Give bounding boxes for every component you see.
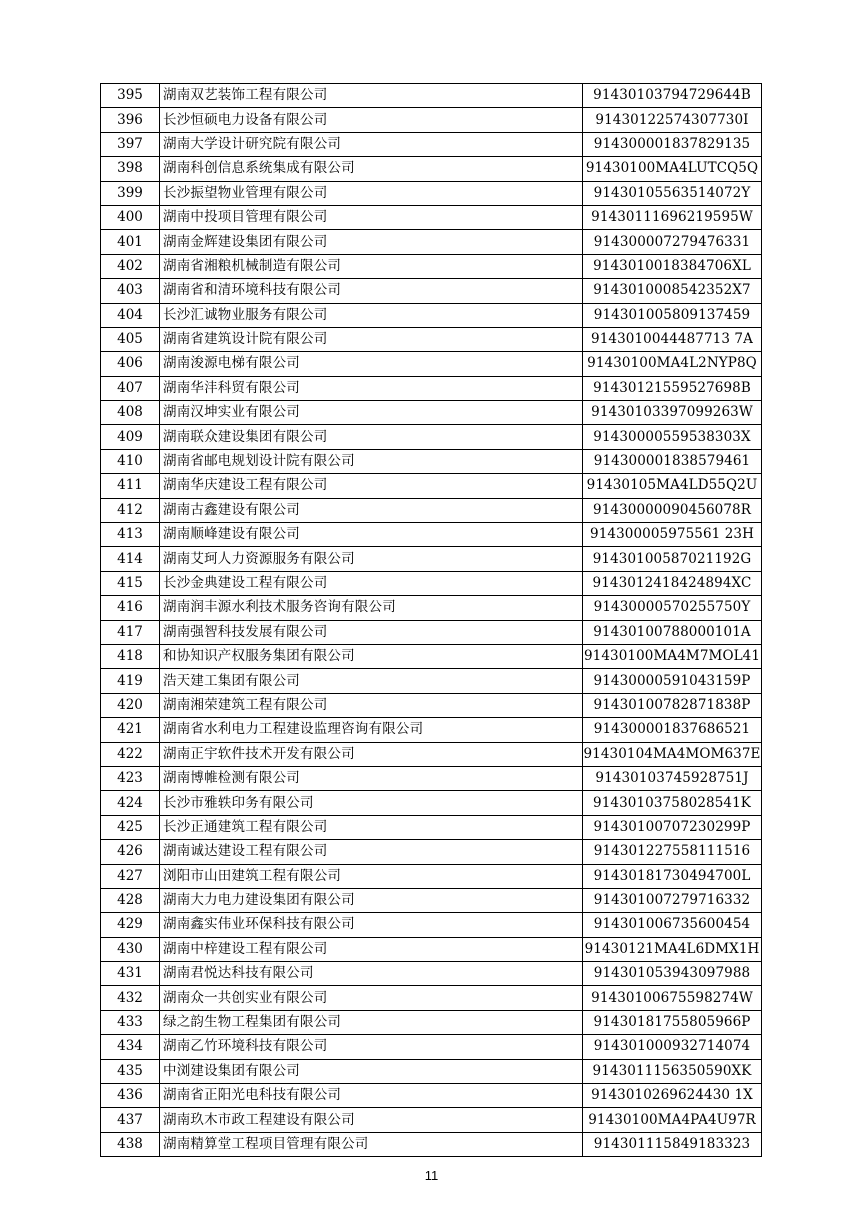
row-number: 418 bbox=[101, 644, 160, 668]
company-name: 湖南省邮电规划设计院有限公司 bbox=[160, 449, 583, 473]
credit-code: 9143010044487713 7A bbox=[583, 327, 762, 351]
company-name: 中浏建设集团有限公司 bbox=[160, 1059, 583, 1083]
company-name: 湖南玖木市政工程建设有限公司 bbox=[160, 1108, 583, 1132]
table-row bbox=[101, 766, 762, 790]
table-row bbox=[101, 1035, 762, 1059]
table-row bbox=[101, 669, 762, 693]
company-name: 湖南湘荣建筑工程有限公司 bbox=[160, 693, 583, 717]
row-number: 399 bbox=[101, 181, 160, 205]
table-row bbox=[101, 986, 762, 1010]
credit-code: 9143012418424894XC bbox=[583, 571, 762, 595]
table-row bbox=[101, 1059, 762, 1083]
credit-code: 91430000570255750Y bbox=[583, 596, 762, 620]
table-row bbox=[101, 279, 762, 303]
table-row bbox=[101, 571, 762, 595]
credit-code: 91430122574307730I bbox=[583, 108, 762, 132]
company-name: 湖南汉坤实业有限公司 bbox=[160, 401, 583, 425]
table-row bbox=[101, 547, 762, 571]
row-number: 424 bbox=[101, 791, 160, 815]
table-row bbox=[101, 474, 762, 498]
row-number: 400 bbox=[101, 205, 160, 229]
table-row bbox=[101, 937, 762, 961]
row-number: 427 bbox=[101, 864, 160, 888]
table-row bbox=[101, 523, 762, 547]
credit-code: 91430104MA4MOM637E bbox=[583, 742, 762, 766]
row-number: 432 bbox=[101, 986, 160, 1010]
company-name: 湖南省湘粮机械制造有限公司 bbox=[160, 254, 583, 278]
credit-code: 914300005975561 23H bbox=[583, 523, 762, 547]
credit-code: 914300001837829135 bbox=[583, 132, 762, 156]
table-row bbox=[101, 596, 762, 620]
row-number: 413 bbox=[101, 523, 160, 547]
company-name: 湖南大学设计研究院有限公司 bbox=[160, 132, 583, 156]
company-name: 长沙振望物业管理有限公司 bbox=[160, 181, 583, 205]
row-number: 408 bbox=[101, 401, 160, 425]
table-row bbox=[101, 962, 762, 986]
table-row bbox=[101, 425, 762, 449]
company-name: 湖南鑫实伟业环保科技有限公司 bbox=[160, 913, 583, 937]
company-name: 湖南中投项目管理有限公司 bbox=[160, 205, 583, 229]
table-row bbox=[101, 840, 762, 864]
table-row bbox=[101, 401, 762, 425]
row-number: 426 bbox=[101, 840, 160, 864]
table-row bbox=[101, 620, 762, 644]
table-row bbox=[101, 693, 762, 717]
credit-code: 91430121MA4L6DMX1H bbox=[583, 937, 762, 961]
company-registry-table bbox=[100, 83, 762, 1157]
credit-code: 91430100MA4L2NYP8Q bbox=[583, 352, 762, 376]
row-number: 433 bbox=[101, 1010, 160, 1034]
row-number: 398 bbox=[101, 157, 160, 181]
table-row bbox=[101, 327, 762, 351]
credit-code: 9143010269624430 1X bbox=[583, 1084, 762, 1108]
company-name: 长沙恒硕电力设备有限公司 bbox=[160, 108, 583, 132]
table-row bbox=[101, 498, 762, 522]
table-row bbox=[101, 1132, 762, 1156]
table-row bbox=[101, 376, 762, 400]
row-number: 428 bbox=[101, 888, 160, 912]
credit-code: 91430121559527698B bbox=[583, 376, 762, 400]
credit-code: 914300007279476331 bbox=[583, 230, 762, 254]
table-row bbox=[101, 913, 762, 937]
credit-code: 914301227558111516 bbox=[583, 840, 762, 864]
credit-code: 91430105MA4LD55Q2U bbox=[583, 474, 762, 498]
credit-code: 91430103745928751J bbox=[583, 766, 762, 790]
credit-code: 91430103794729644B bbox=[583, 84, 762, 108]
row-number: 403 bbox=[101, 279, 160, 303]
company-name: 湖南双艺装饰工程有限公司 bbox=[160, 84, 583, 108]
table-row bbox=[101, 303, 762, 327]
company-name: 湖南省正阳光电科技有限公司 bbox=[160, 1084, 583, 1108]
table-row bbox=[101, 718, 762, 742]
credit-code: 91430181755805966P bbox=[583, 1010, 762, 1034]
company-name: 长沙汇诚物业服务有限公司 bbox=[160, 303, 583, 327]
company-name: 湖南君悦达科技有限公司 bbox=[160, 962, 583, 986]
row-number: 423 bbox=[101, 766, 160, 790]
credit-code: 914301000932714074 bbox=[583, 1035, 762, 1059]
company-name: 长沙市雅轶印务有限公司 bbox=[160, 791, 583, 815]
row-number: 417 bbox=[101, 620, 160, 644]
credit-code: 91430100782871838P bbox=[583, 693, 762, 717]
company-name: 绿之韵生物工程集团有限公司 bbox=[160, 1010, 583, 1034]
table-row bbox=[101, 1010, 762, 1034]
table-row bbox=[101, 449, 762, 473]
company-name: 湖南浚源电梯有限公司 bbox=[160, 352, 583, 376]
row-number: 438 bbox=[101, 1132, 160, 1156]
row-number: 414 bbox=[101, 547, 160, 571]
company-name: 湖南众一共创实业有限公司 bbox=[160, 986, 583, 1010]
company-name: 湖南古鑫建设有限公司 bbox=[160, 498, 583, 522]
table-row bbox=[101, 1084, 762, 1108]
row-number: 406 bbox=[101, 352, 160, 376]
credit-code: 9143010018384706XL bbox=[583, 254, 762, 278]
company-name: 湖南联众建设集团有限公司 bbox=[160, 425, 583, 449]
table-row bbox=[101, 254, 762, 278]
credit-code: 914301053943097988 bbox=[583, 962, 762, 986]
credit-code: 91430100MA4PA4U97R bbox=[583, 1108, 762, 1132]
credit-code: 914300001837686521 bbox=[583, 718, 762, 742]
credit-code: 914301007279716332 bbox=[583, 888, 762, 912]
credit-code: 91430105563514072Y bbox=[583, 181, 762, 205]
table-row bbox=[101, 157, 762, 181]
row-number: 434 bbox=[101, 1035, 160, 1059]
row-number: 411 bbox=[101, 474, 160, 498]
registry-rows bbox=[101, 84, 762, 1157]
company-name: 湖南精算堂工程项目管理有限公司 bbox=[160, 1132, 583, 1156]
company-name: 湖南诚达建设工程有限公司 bbox=[160, 840, 583, 864]
company-name: 湖南中梓建设工程有限公司 bbox=[160, 937, 583, 961]
credit-code: 9143011156350590XK bbox=[583, 1059, 762, 1083]
table-row bbox=[101, 644, 762, 668]
row-number: 437 bbox=[101, 1108, 160, 1132]
company-name: 湖南博帷检测有限公司 bbox=[160, 766, 583, 790]
table-row bbox=[101, 108, 762, 132]
credit-code: 914300001838579461 bbox=[583, 449, 762, 473]
table-row bbox=[101, 132, 762, 156]
table-row bbox=[101, 181, 762, 205]
credit-code: 91430000090456078R bbox=[583, 498, 762, 522]
credit-code: 914301005809137459 bbox=[583, 303, 762, 327]
row-number: 436 bbox=[101, 1084, 160, 1108]
company-name: 湖南强智科技发展有限公司 bbox=[160, 620, 583, 644]
credit-code: 91430100707230299P bbox=[583, 815, 762, 839]
table-row bbox=[101, 205, 762, 229]
row-number: 405 bbox=[101, 327, 160, 351]
company-name: 湖南省水利电力工程建设监理咨询有限公司 bbox=[160, 718, 583, 742]
page-number: 11 bbox=[424, 1168, 439, 1183]
credit-code: 91430103397099263W bbox=[583, 401, 762, 425]
company-name: 湖南正宇软件技术开发有限公司 bbox=[160, 742, 583, 766]
row-number: 430 bbox=[101, 937, 160, 961]
company-name: 长沙正通建筑工程有限公司 bbox=[160, 815, 583, 839]
row-number: 420 bbox=[101, 693, 160, 717]
row-number: 401 bbox=[101, 230, 160, 254]
row-number: 410 bbox=[101, 449, 160, 473]
row-number: 402 bbox=[101, 254, 160, 278]
credit-code: 91430100675598274W bbox=[583, 986, 762, 1010]
credit-code: 9143010008542352X7 bbox=[583, 279, 762, 303]
table-row bbox=[101, 791, 762, 815]
row-number: 407 bbox=[101, 376, 160, 400]
company-name: 湖南顺峰建设有限公司 bbox=[160, 523, 583, 547]
company-name: 湖南华沣科贸有限公司 bbox=[160, 376, 583, 400]
row-number: 419 bbox=[101, 669, 160, 693]
row-number: 412 bbox=[101, 498, 160, 522]
credit-code: 91430000591043159P bbox=[583, 669, 762, 693]
row-number: 431 bbox=[101, 962, 160, 986]
table-row bbox=[101, 888, 762, 912]
row-number: 435 bbox=[101, 1059, 160, 1083]
row-number: 422 bbox=[101, 742, 160, 766]
table-row bbox=[101, 84, 762, 108]
credit-code: 91430100MA4M7MOL41 bbox=[583, 644, 762, 668]
table-row bbox=[101, 352, 762, 376]
table-row bbox=[101, 230, 762, 254]
company-name: 湖南润丰源水利技术服务咨询有限公司 bbox=[160, 596, 583, 620]
row-number: 421 bbox=[101, 718, 160, 742]
company-name: 浩天建工集团有限公司 bbox=[160, 669, 583, 693]
credit-code: 91430100788000101A bbox=[583, 620, 762, 644]
table-row bbox=[101, 1108, 762, 1132]
company-name: 湖南科创信息系统集成有限公司 bbox=[160, 157, 583, 181]
company-name: 湖南金辉建设集团有限公司 bbox=[160, 230, 583, 254]
company-name: 湖南省和清环境科技有限公司 bbox=[160, 279, 583, 303]
credit-code: 91430103758028541K bbox=[583, 791, 762, 815]
row-number: 404 bbox=[101, 303, 160, 327]
row-number: 395 bbox=[101, 84, 160, 108]
company-name: 长沙金典建设工程有限公司 bbox=[160, 571, 583, 595]
company-name: 湖南乙竹环境科技有限公司 bbox=[160, 1035, 583, 1059]
row-number: 425 bbox=[101, 815, 160, 839]
row-number: 397 bbox=[101, 132, 160, 156]
credit-code: 91430100587021192G bbox=[583, 547, 762, 571]
company-name: 湖南华庆建设工程有限公司 bbox=[160, 474, 583, 498]
company-name: 湖南大力电力建设集团有限公司 bbox=[160, 888, 583, 912]
company-name: 湖南艾珂人力资源服务有限公司 bbox=[160, 547, 583, 571]
row-number: 415 bbox=[101, 571, 160, 595]
company-name: 湖南省建筑设计院有限公司 bbox=[160, 327, 583, 351]
row-number: 409 bbox=[101, 425, 160, 449]
credit-code: 91430111696219595W bbox=[583, 205, 762, 229]
credit-code: 914301115849183323 bbox=[583, 1132, 762, 1156]
table-row bbox=[101, 815, 762, 839]
table-row bbox=[101, 742, 762, 766]
row-number: 396 bbox=[101, 108, 160, 132]
row-number: 416 bbox=[101, 596, 160, 620]
company-name: 浏阳市山田建筑工程有限公司 bbox=[160, 864, 583, 888]
table-row bbox=[101, 864, 762, 888]
credit-code: 91430181730494700L bbox=[583, 864, 762, 888]
company-name: 和协知识产权服务集团有限公司 bbox=[160, 644, 583, 668]
credit-code: 91430100MA4LUTCQ5Q bbox=[583, 157, 762, 181]
row-number: 429 bbox=[101, 913, 160, 937]
credit-code: 91430000559538303X bbox=[583, 425, 762, 449]
credit-code: 914301006735600454 bbox=[583, 913, 762, 937]
